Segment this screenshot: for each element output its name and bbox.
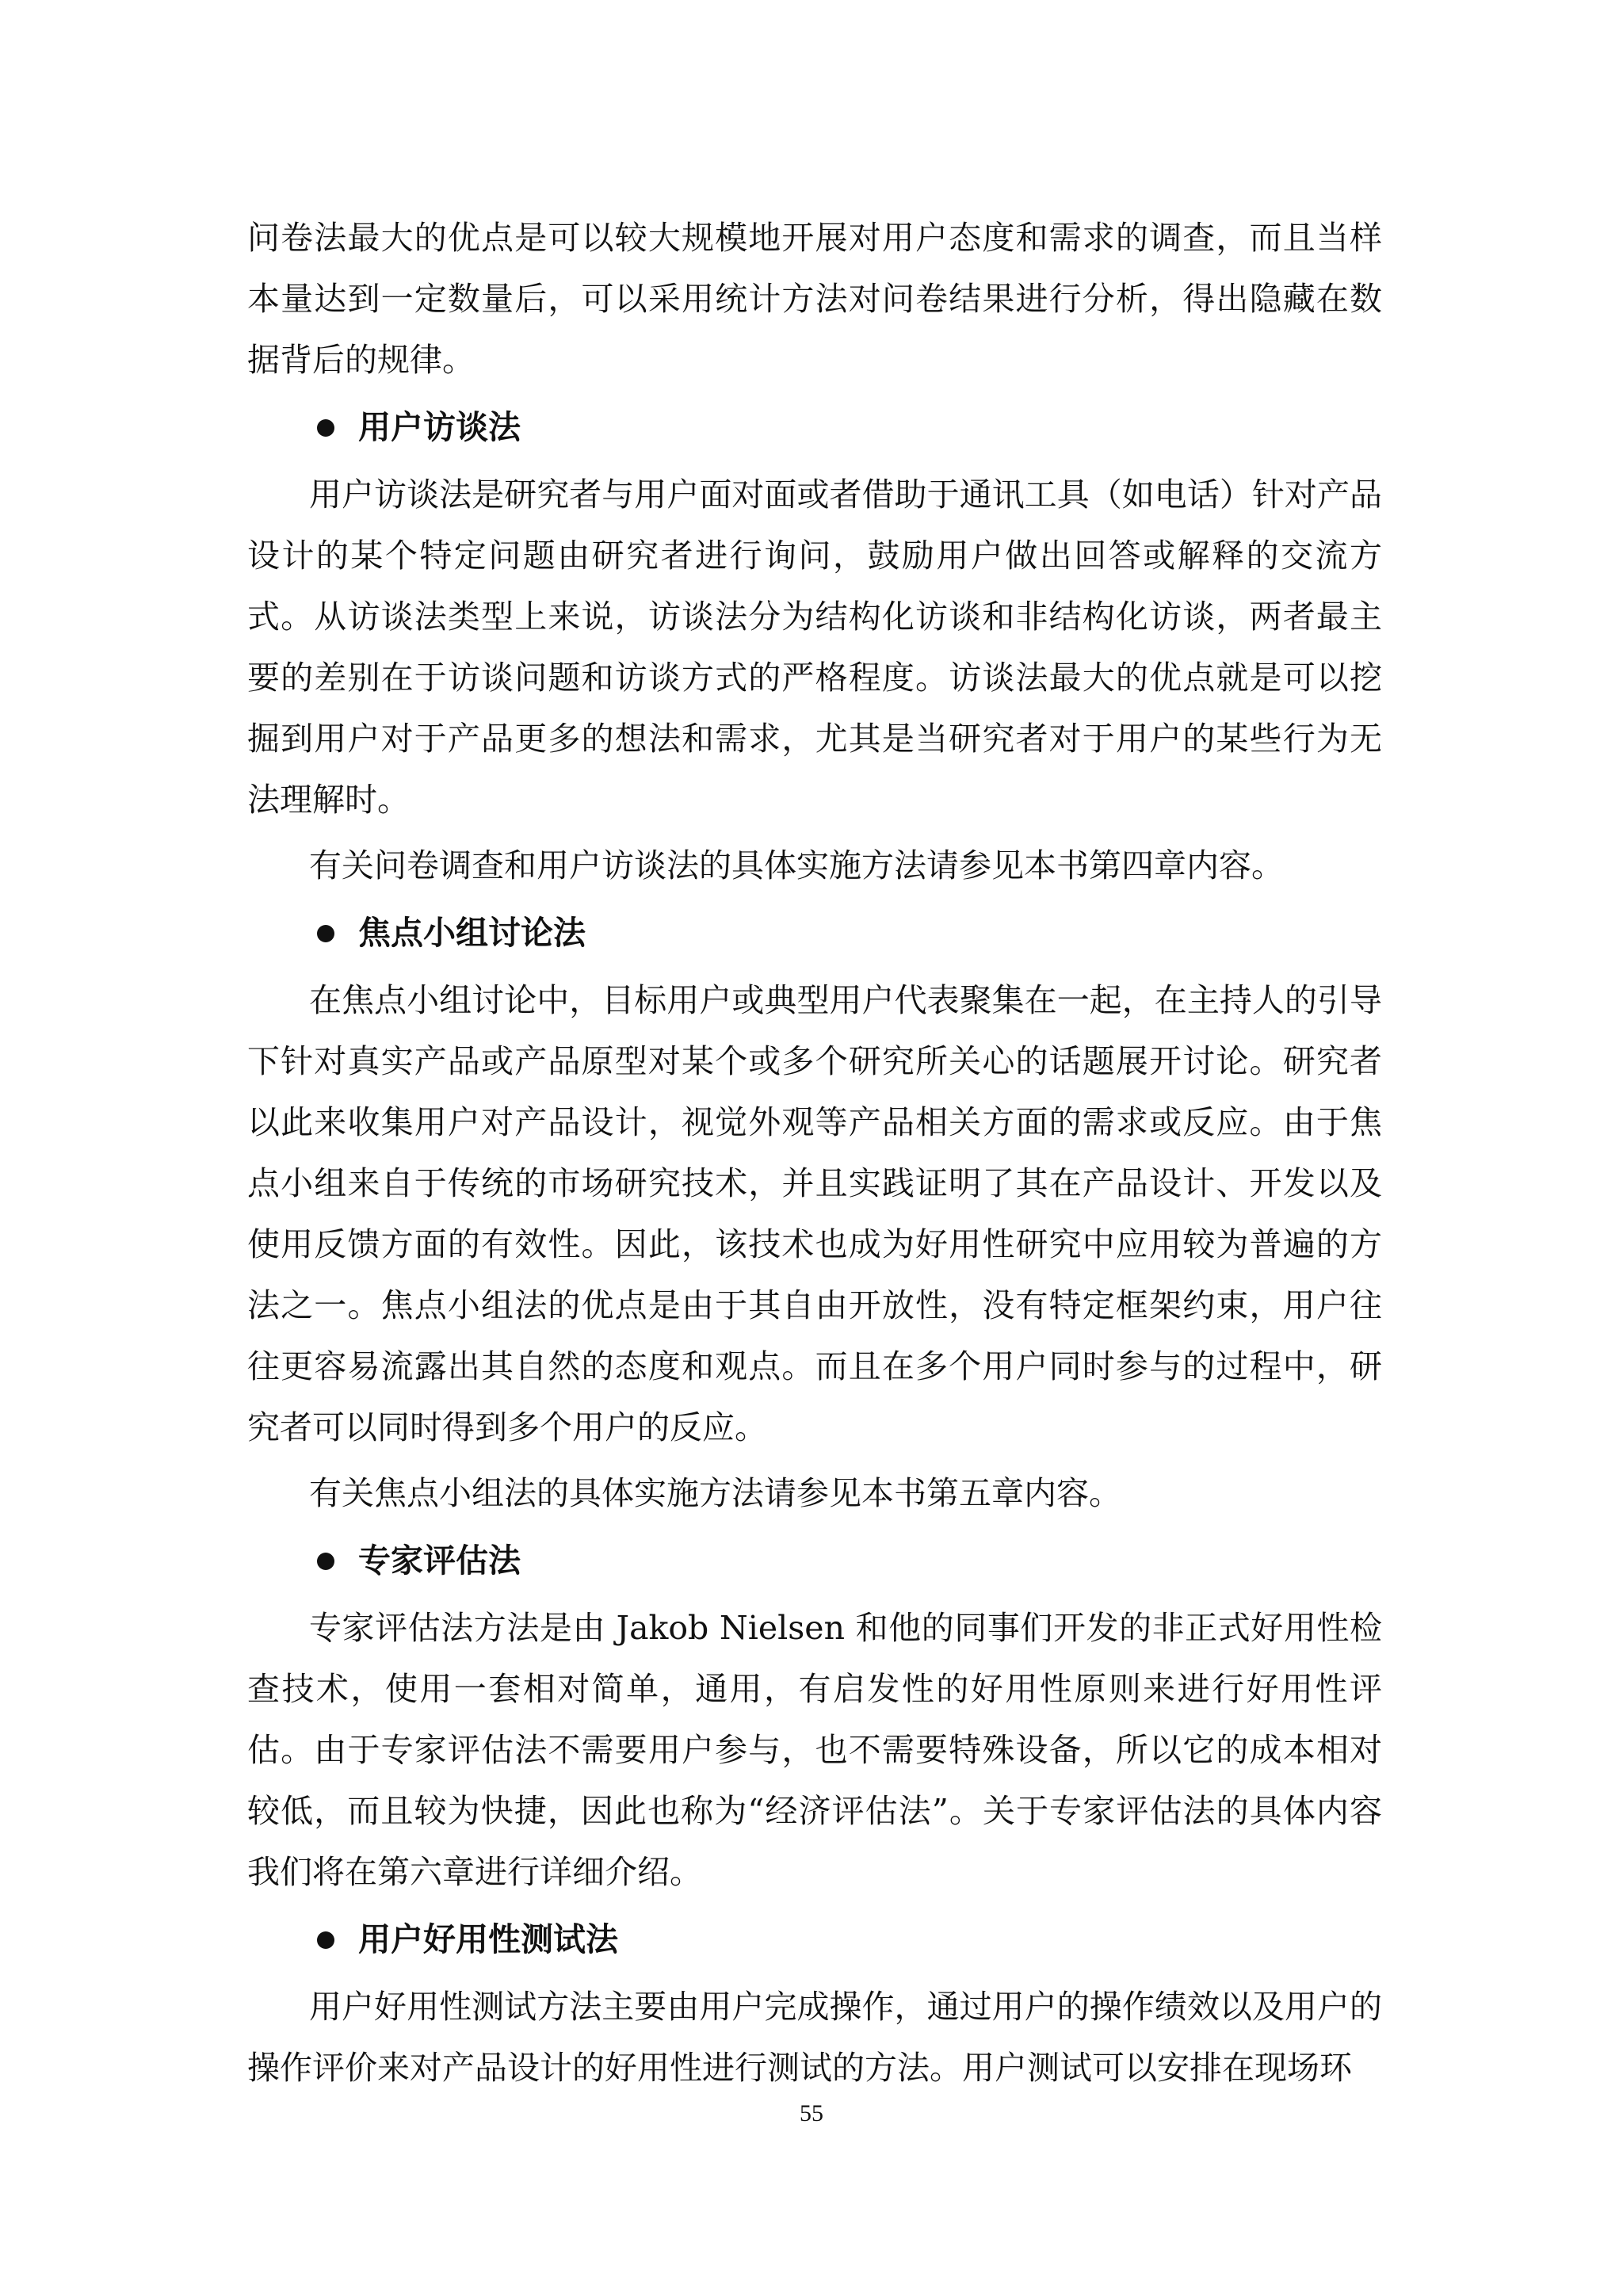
section-heading-user-interview: [247, 397, 1382, 458]
paragraph-questionnaire-advantages: 问卷法最大的优点是可以较大规模地开展对用户态度和需求的调查，而且当样本量达到一定数量后，可以采用统计方法对问卷结果进行分析，得出隐藏在数据背后的规律。: [247, 219, 1382, 379]
page-content: [247, 208, 1382, 2103]
section-heading-label: 用户访谈法: [358, 408, 521, 446]
section-heading-usability-testing: [247, 1909, 1382, 1970]
section-heading-label: 专家评估法: [358, 1541, 521, 1580]
paragraph-usability-testing: 用户好用性测试方法主要由用户完成操作，通过用户的操作绩效以及用户的操作评价来对产品设计的好用性进行测试的方法。用户测试可以安排在现场环: [247, 1988, 1382, 2087]
paragraph-expert-evaluation: 专家评估法方法是由 Jakob Nielsen 和他的同事们开发的非正式好用性检查技术，使用一套相对简单，通用，有启发性的好用性原则来进行好用性评估。由于专家评估法不需要用户参与，也不需要特殊设备，所以它的成本相对较低，而且较为快捷，因此也称为“经济评估法”。关于专家评估法的具体内容我们将在第六章进行详细介绍。: [247, 1609, 1382, 1891]
paragraph-focus-group-reference: 有关焦点小组法的具体实施方法请参见本书第五章内容。: [309, 1474, 1121, 1512]
section-heading-label: 用户好用性测试法: [358, 1920, 618, 1958]
bullet-icon: [317, 1931, 334, 1949]
bullet-icon: [317, 419, 334, 437]
section-heading-expert-evaluation: [247, 1530, 1382, 1591]
paragraph-focus-group: 在焦点小组讨论中，目标用户或典型用户代表聚集在一起，在主持人的引导下针对真实产品或产品原型对某个或多个研究所关心的话题展开讨论。研究者以此来收集用户对产品设计，视觉外观等产品相关方面的需求或反应。由于焦点小组来自于传统的市场研究技术，并且实践证明了其在产品设计、开发以及使用反馈方面的有效性。因此，该技术也成为好用性研究中应用较为普遍的方法之一。焦点小组法的优点是由于其自由开放性，没有特定框架约束，用户往往更容易流露出其自然的态度和观点。而且在多个用户同时参与的过程中，研究者可以同时得到多个用户的反应。: [247, 981, 1382, 1446]
paragraph-user-interview: 用户访谈法是研究者与用户面对面或者借助于通讯工具（如电话）针对产品设计的某个特定问题由研究者进行询问，鼓励用户做出回答或解释的交流方式。从访谈法类型上来说，访谈法分为结构化访谈和非结构化访谈，两者最主要的差别在于访谈问题和访谈方式的严格程度。访谈法最大的优点就是可以挖掘到用户对于产品更多的想法和需求，尤其是当研究者对于用户的某些行为无法理解时。: [247, 476, 1382, 819]
page-number: 55: [800, 2100, 823, 2126]
section-heading-label: 焦点小组讨论法: [358, 914, 586, 952]
section-heading-focus-group: [247, 903, 1382, 964]
bullet-icon: [317, 1553, 334, 1570]
paragraph-interview-reference: 有关问卷调查和用户访谈法的具体实施方法请参见本书第四章内容。: [309, 846, 1284, 884]
bullet-icon: [317, 925, 334, 942]
